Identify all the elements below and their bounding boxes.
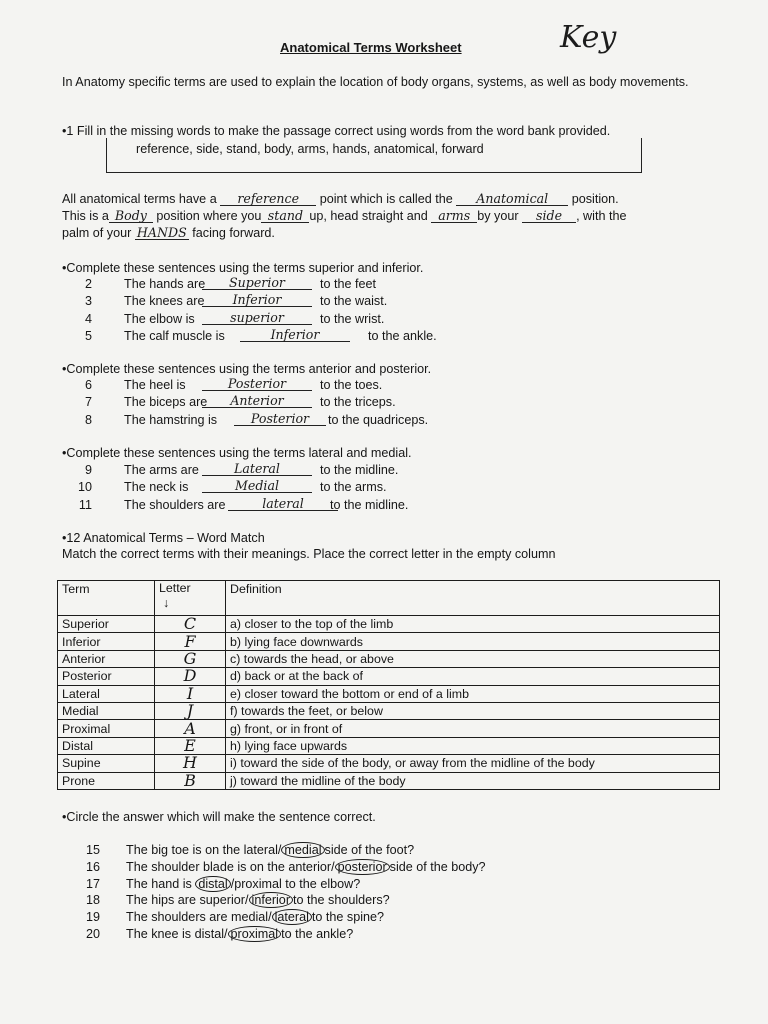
answer-blank[interactable]: Body [109,209,153,223]
answer-blank[interactable]: Anatomical [456,192,568,206]
question-12-instruction: Match the correct terms with their meanings. Place the correct letter in the empty column [62,547,556,561]
table-row [58,755,720,772]
table-row [58,685,720,702]
item-number: 9 [84,463,92,477]
item-number: 8 [84,412,92,427]
sentence-end: to the waist. [320,294,388,309]
passage-text: up, head straight and [309,209,428,223]
letter-cell[interactable]: C [155,616,226,633]
sentence-end: to the feet [320,277,377,291]
answer-blank[interactable]: lateral [228,497,338,511]
term-cell: Anterior [58,650,155,667]
definition-cell: j) toward the midline of the body [226,772,720,789]
sentence-item [62,294,742,311]
passage-text: point which is called the [319,192,453,206]
term-cell: Medial [58,702,155,719]
item-number: 16 [85,859,100,874]
answer-blank[interactable]: stand [261,209,309,223]
answer-blank[interactable]: Inferior [240,328,350,342]
down-arrow-icon: ↓ [163,596,170,610]
circle-sentence [126,927,353,941]
sentence-end: to the wrist. [320,311,385,326]
sentence-start: The elbow is [124,311,195,326]
answer-blank[interactable]: Superior [202,276,312,290]
passage-line-1 [62,192,619,206]
definition-cell: c) towards the head, or above [226,650,720,667]
sentence-start: The arms are [124,463,199,477]
sentence-start: The shoulders are medial/ [126,910,272,925]
answer-blank[interactable]: side [522,209,576,223]
circle-heading: •Circle the answer which will make the sentence correct. [62,810,376,824]
definition-cell: i) toward the side of the body, or away from the midline of the body [226,755,720,772]
circle-item [62,927,742,944]
answer-blank[interactable]: Inferior [202,293,312,307]
passage-text: position where you [156,209,262,223]
circle-sentence [126,877,360,891]
worksheet-title: Anatomical Terms Worksheet [280,40,462,55]
sentence-end: to the shoulders? [293,893,390,908]
table-row [58,616,720,633]
superior-inferior-heading: •Complete these sentences using the terms superior and inferior. [62,261,424,275]
item-number: 17 [85,876,100,891]
definition-header: Definition [226,581,720,616]
sentence-end: to the toes. [320,378,383,392]
term-cell: Inferior [58,633,155,650]
item-number: 4 [84,311,92,326]
passage-text: All anatomical terms have a [62,192,217,206]
definition-cell: e) closer toward the bottom or end of a limb [226,685,720,702]
passage-text: , with the [576,209,627,223]
letter-cell[interactable]: H [155,755,226,772]
table-row [58,633,720,650]
term-cell: Distal [58,737,155,754]
table-row [58,650,720,667]
sentence-start: The knee is distal/ [126,927,228,941]
term-cell: Prone [58,772,155,789]
definition-cell: b) lying face downwards [226,633,720,650]
sentence-item [62,326,742,346]
circle-sentence [126,843,414,857]
circle-sentence [126,893,390,907]
letter-cell[interactable]: G [155,650,226,667]
letter-cell[interactable]: E [155,737,226,754]
term-cell: Proximal [58,720,155,737]
term-cell: Posterior [58,668,155,685]
answer-blank[interactable]: arms [431,209,477,223]
sentence-end: to the triceps. [320,395,396,410]
question-1-instruction: •1 Fill in the missing words to make the passage correct using words from the word bank provided. [62,124,611,138]
circle-item [62,843,742,860]
item-number: 15 [85,843,100,857]
letter-cell[interactable]: B [155,772,226,789]
circled-answer[interactable]: distal [195,876,230,892]
table-row [58,668,720,685]
sentence-item [62,463,742,480]
answer-blank[interactable]: superior [202,311,312,325]
question-12-heading: •12 Anatomical Terms – Word Match [62,531,265,545]
answer-blank[interactable]: Lateral [202,462,312,476]
passage-text: by your [477,209,519,223]
sentence-start: The biceps are [124,395,208,410]
item-number: 18 [85,893,100,908]
sentence-start: The hips are superior/ [126,893,249,908]
word-bank-box [106,138,642,173]
answer-blank[interactable]: Posterior [234,412,326,426]
sentence-start: The hands are [124,277,206,291]
circled-answer[interactable]: lateral [272,909,312,925]
table-row [58,737,720,754]
sentence-end: to the quadriceps. [328,412,429,427]
table-row [58,772,720,789]
circle-item [62,877,742,894]
answer-blank[interactable]: HANDS [135,226,189,240]
sentence-end: to the ankle? [281,927,354,941]
circle-item [62,910,742,927]
circle-item [62,860,742,877]
answer-blank[interactable]: Anterior [202,394,312,408]
answer-blank[interactable]: Medial [202,479,312,493]
item-number: 20 [85,927,100,941]
answer-key-mark: Key [560,20,617,55]
sentence-start: The neck is [124,480,189,495]
item-number: 5 [84,328,92,343]
definition-cell: a) closer to the top of the limb [226,616,720,633]
letter-header-label: Letter [159,581,191,595]
item-number: 10 [77,480,92,495]
sentence-start: The hand is [126,876,196,891]
term-cell: Superior [58,616,155,633]
sentence-item [62,480,742,497]
sentence-start: The knees are [124,294,205,309]
word-bank: reference, side, stand, body, arms, hands, anatomical, forward [136,142,484,156]
term-cell: Supine [58,755,155,772]
item-number: 19 [85,910,100,925]
sentence-end: to the ankle. [368,328,437,343]
table-row [58,702,720,719]
sentence-end: side of the body? [389,859,486,874]
term-header: Term [58,581,155,616]
circled-answer[interactable]: inferior [249,892,294,908]
definition-cell: g) front, or in front of [226,720,720,737]
answer-blank[interactable]: reference [220,192,316,206]
term-cell: Lateral [58,685,155,702]
passage-text: palm of your [62,226,132,240]
intro-text: In Anatomy specific terms are used to explain the location of body organs, systems, as well as body movements. [62,75,689,89]
item-number: 2 [84,277,92,291]
sentence-end: to the midline. [330,497,409,512]
sentence-start: The shoulder blade is on the anterior/ [126,859,335,874]
circle-item [62,893,742,910]
circled-answer[interactable]: posterior [335,859,390,875]
word-match-table [57,580,720,790]
circle-sentence [126,860,486,874]
sentence-end: to the spine? [311,910,385,925]
definition-cell: f) towards the feet, or below [226,702,720,719]
table-header-row [58,581,720,616]
sentence-start: The shoulders are [124,497,226,512]
sentence-end: side of the foot? [324,843,415,857]
sentence-item [62,495,742,515]
sentence-item [62,277,742,294]
sentence-start: The calf muscle is [124,328,225,343]
sentence-item [62,378,742,395]
passage-text: position. [571,192,619,206]
letter-cell[interactable]: J [155,702,226,719]
passage-line-3 [62,226,275,240]
sentence-end: to the arms. [320,480,387,495]
lateral-medial-heading: •Complete these sentences using the terms lateral and medial. [62,446,412,460]
sentence-item [62,395,742,412]
answer-blank[interactable]: Posterior [202,377,312,391]
circled-answer[interactable]: proximal [228,926,282,942]
table-row [58,720,720,737]
sentence-end: /proximal to the elbow? [230,876,361,891]
definition-cell: d) back or at the back of [226,668,720,685]
letter-cell[interactable]: A [155,720,226,737]
item-number: 6 [84,378,92,392]
sentence-item [62,410,742,430]
passage-text: This is a [62,209,109,223]
definition-cell: h) lying face upwards [226,737,720,754]
sentence-start: The big toe is on the lateral/ [126,843,282,857]
item-number: 11 [78,497,92,512]
sentence-item [62,309,742,329]
circle-sentence [126,910,384,924]
letter-cell[interactable]: F [155,633,226,650]
sentence-start: The heel is [124,378,186,392]
circled-answer[interactable]: medial [281,842,324,858]
item-number: 7 [84,395,92,410]
item-number: 3 [84,294,92,309]
letter-cell[interactable]: D [155,668,226,685]
sentence-start: The hamstring is [124,412,218,427]
letter-cell[interactable]: I [155,685,226,702]
letter-header [155,581,226,616]
passage-line-2 [62,209,626,223]
sentence-end: to the midline. [320,463,399,477]
passage-text: facing forward. [192,226,275,240]
anterior-posterior-heading: •Complete these sentences using the terms anterior and posterior. [62,362,432,376]
